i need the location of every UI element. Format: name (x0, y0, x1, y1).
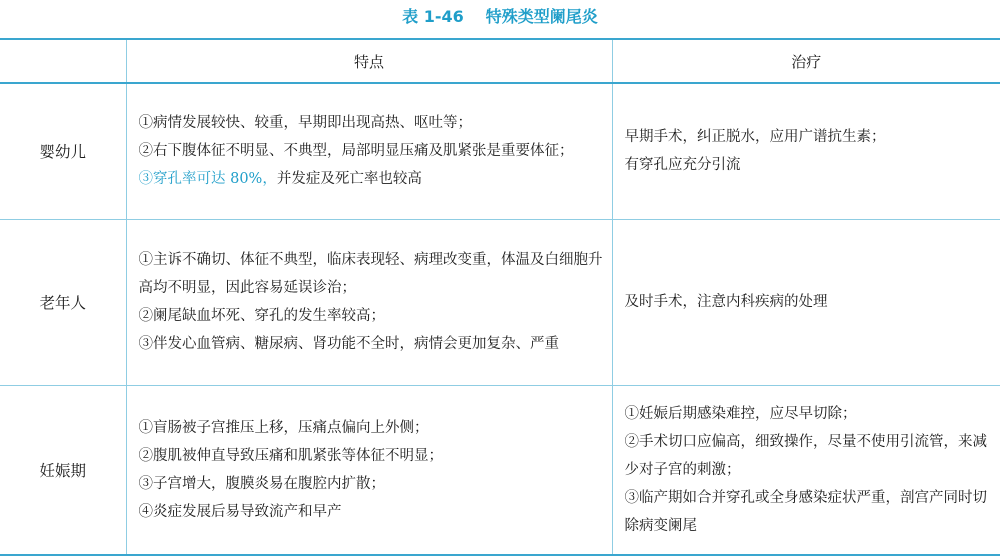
feature-item-rest: 并发症及死亡率也较高 (276, 171, 422, 188)
treatment-cell (612, 385, 1000, 555)
group-cell: 老年人 (0, 219, 126, 385)
table-caption (0, 4, 1000, 30)
appendicitis-table (0, 38, 1000, 556)
treatment-item: ③临产期如合并穿孔或全身感染症状严重，剖宫产同时切除病变阑尾 (624, 489, 987, 534)
group-cell: 婴幼儿 (0, 83, 126, 219)
table-row-elderly (0, 219, 1000, 385)
feature-item (139, 165, 604, 193)
feature-item: ①病情发展较快、较重，早期即出现高热、呕吐等； (138, 115, 472, 132)
treatment-cell (612, 83, 1000, 219)
features-cell (126, 219, 612, 385)
feature-item: ④炎症发展后易导致流产和早产 (138, 503, 342, 520)
feature-item: ②腹肌被伸直导致压痛和肌紧张等体征不明显； (138, 447, 443, 464)
features-cell (126, 83, 612, 219)
header-treatment: 治疗 (612, 39, 1000, 83)
table-header-row (0, 39, 1000, 83)
header-features: 特点 (126, 39, 612, 83)
feature-item: ①主诉不确切、体征不典型，临床表现轻、病理改变重，体温及白细胞升高均不明显，因此容易延误诊治； (138, 252, 603, 296)
treatment-item: ②手术切口应偏高，细致操作，尽量不使用引流管，来减少对子宫的刺激； (624, 433, 987, 478)
features-cell (126, 385, 612, 555)
group-cell: 妊娠期 (0, 385, 126, 555)
feature-item: ②阑尾缺血坏死、穿孔的发生率较高； (138, 308, 385, 324)
treatment-item: 有穿孔应充分引流 (624, 157, 741, 174)
feature-item: ②右下腹体征不明显、不典型，局部明显压痛及肌紧张是重要体征； (138, 143, 574, 160)
header-group (0, 39, 126, 83)
table-number: 表 1-46 (402, 7, 464, 26)
treatment-item: 早期手术，纠正脱水，应用广谱抗生素； (624, 129, 886, 146)
treatment-item: 及时手术，注意内科疾病的处理 (624, 294, 828, 310)
table-row-pregnancy (0, 385, 1000, 555)
treatment-cell (612, 219, 1000, 385)
feature-item: ③子宫增大，腹膜炎易在腹腔内扩散； (138, 475, 385, 492)
treatment-item: ①妊娠后期感染难控，应尽早切除； (624, 405, 857, 422)
feature-item: ③伴发心血管病、糖尿病、肾功能不全时，病情会更加复杂、严重 (138, 336, 559, 352)
feature-item: ①盲肠被子宫推压上移，压痛点偏向上外侧； (138, 419, 429, 436)
table-title: 特殊类型阑尾炎 (485, 7, 598, 26)
table-row-infant (0, 83, 1000, 219)
feature-highlight: ③穿孔率可达 80%， (138, 171, 277, 188)
